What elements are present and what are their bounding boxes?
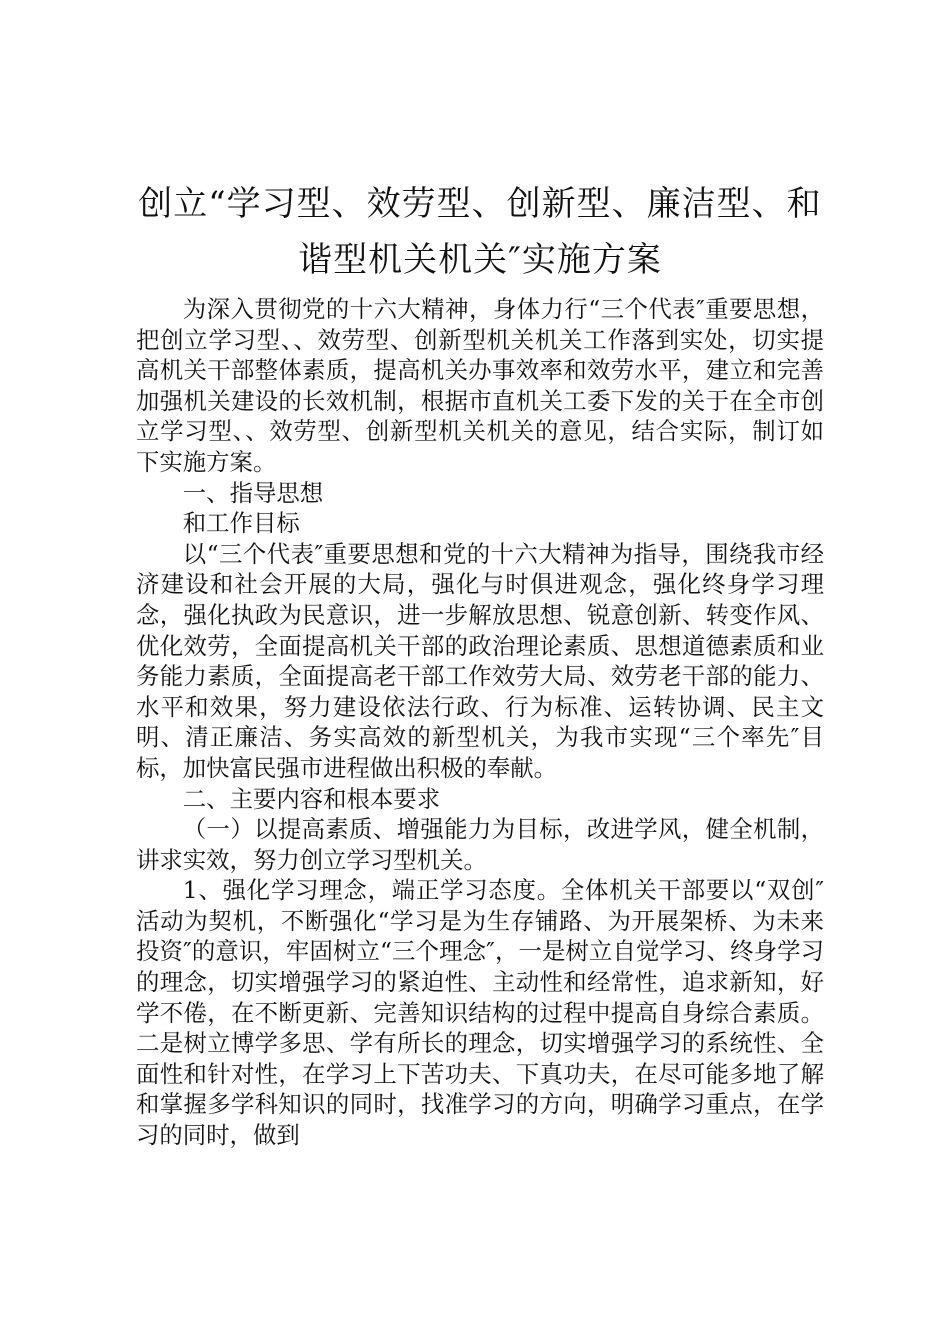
section-heading-1-cont: 和工作目标 [182, 509, 300, 538]
document-page [136, 176, 824, 1151]
item-paragraph-1: 1、强化学习理念，端正学习态度。全体机关干部要以“双创″活动为契机，不断强化“学习是为生存铺路、为开展架桥、为未来投资″的意识，牢固树立“三个理念″，一是树立自觉学习、终身学习的理念，切实增强学习的紧迫性、主动性和经常性，追求新知，好学不倦，在不断更新、完善知识结构的过程中提高自身综合素质。二是树立博学多思、学有所长的理念，切实增强学习的系统性、全面性和针对性，在学习上下苦功夫、下真功夫，在尽可能多地了解和掌握多学科知识的同时，找准学习的方向，明确学习重点，在学习的同时，做到 [136, 876, 824, 1150]
title-line-1: 创立“学习型、效劳型、创新型、廉洁型、和 [138, 184, 822, 224]
intro-paragraph: 为深入贯彻党的十六大精神，身体力行“三个代表″重要思想，把创立学习型、、效劳型、创新型机关机关工作落到实处，切实提高机关干部整体素质，提高机关办事效率和效劳水平，建立和完善加强机关建设的长效机制，根据市直机关工委下发的关于在全市创立学习型、、效劳型、创新型机关机关的意见，结合实际，制订如下实施方案。 [136, 295, 824, 476]
subsection-paragraph-1: （一）以提高素质、增强能力为目标，改进学风，健全机制，讲求实效，努力创立学习型机关。 [136, 815, 824, 874]
section-heading-1: 一、指导思想 [182, 478, 324, 507]
section-heading-2: 二、主要内容和根本要求 [182, 784, 441, 813]
document-title [128, 176, 832, 288]
guiding-paragraph: 以“三个代表″重要思想和党的十六大精神为指导，围绕我市经济建设和社会开展的大局，强化与时俱进观念，强化终身学习理念，强化执政为民意识，进一步解放思想、锐意创新、转变作风、优化效劳，全面提高机关干部的政治理论素质、思想道德素质和业务能力素质，全面提高老干部工作效劳大局、效劳老干部的能力、水平和效果，努力建设依法行政、行为标准、运转协调、民主文明、清正廉洁、务实高效的新型机关，为我市实现“三个率先″目标，加快富民强市进程做出积极的奉献。 [136, 539, 824, 782]
title-line-2: 谐型机关机关″实施方案 [298, 240, 662, 280]
